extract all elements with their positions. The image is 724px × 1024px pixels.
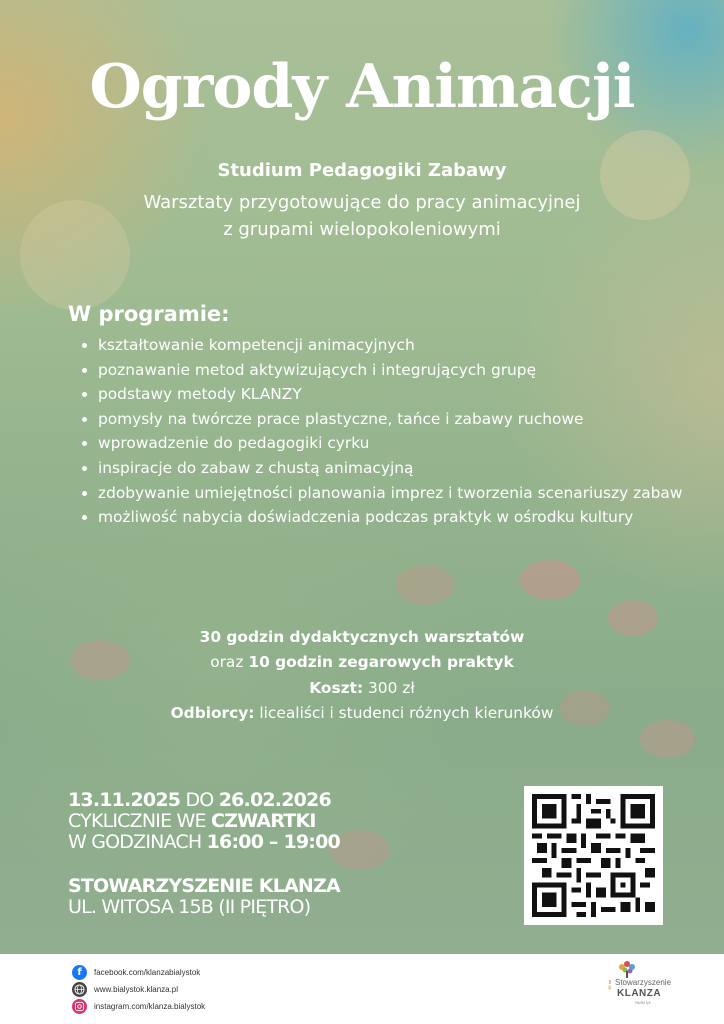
practice-prefix: oraz [210, 653, 244, 671]
instagram-icon [72, 999, 87, 1014]
date-end: 26.02.2026 [218, 789, 331, 811]
facebook-icon: f [72, 965, 87, 980]
program-item: • możliwość nabycia doświadczenia podczas praktyk w ośrodku kultury [98, 505, 684, 530]
logo-years: 35 lat [607, 980, 612, 990]
venue-name-text: STOWARZYSZENIE KLANZA [68, 875, 340, 897]
hours-prefix: W GODZINACH [68, 831, 202, 853]
deco-blob [20, 200, 130, 310]
footer-website[interactable] [72, 981, 178, 997]
program-item: • pomysły na twórcze prace plastyczne, tańce i zabawy ruchowe [98, 407, 684, 432]
footer [0, 954, 724, 1024]
cycle-day: CZWARTKI [210, 810, 316, 832]
venue-address: UL. WITOSA 15B (II PIĘTRO) [68, 896, 311, 918]
cycle-prefix: CYKLICZNIE WE [68, 810, 206, 832]
program-heading: W programie: [68, 302, 230, 326]
footer-facebook[interactable] [72, 964, 200, 980]
date-start: 13.11.2025 [68, 789, 181, 811]
globe-icon-svg [74, 984, 85, 995]
deco-blob [640, 720, 695, 758]
klanza-logo-icon [612, 960, 642, 978]
date-separator: DO [185, 789, 214, 811]
cost-label: Koszt: [309, 679, 364, 697]
cost-value: 300 zł [368, 679, 415, 697]
audience-label: Odbiorcy: [170, 704, 255, 722]
audience-value: licealiści i studenci różnych kierunków [259, 704, 554, 722]
qr-code[interactable] [524, 786, 663, 925]
schedule-cycle [68, 810, 316, 832]
logo-line1: Stowarzyszenie [615, 978, 672, 987]
schedule-hours [68, 831, 340, 853]
program-item: • zdobywanie umiejętności planowania imprez i tworzenia scenariuszy zabaw [98, 481, 684, 506]
deco-blob [395, 565, 455, 605]
website-link[interactable]: www.bialystok.klanza.pl [94, 984, 179, 994]
program-item: • podstawy metody KLANZY [98, 382, 684, 407]
schedule-dates [68, 789, 331, 811]
facebook-link[interactable]: facebook.com/klanzabialystok [94, 967, 201, 977]
deco-blob [520, 560, 580, 600]
page-title: Ogrody Animacji [89, 52, 635, 122]
program-item: • wprowadzenie do pedagogiki cyrku [98, 431, 684, 456]
info-practice [0, 653, 724, 671]
klanza-logo [607, 960, 672, 1020]
instagram-icon-svg [74, 1001, 85, 1012]
subtitle: Studium Pedagogiki Zabawy [217, 160, 507, 181]
qr-code-icon [532, 794, 655, 917]
program-list [76, 333, 684, 530]
practice-hours: 10 godzin zegarowych praktyk [248, 653, 514, 671]
logo-line2: KLANZA [617, 988, 662, 999]
workshop-hours: 30 godzin dydaktycznych warsztatów [199, 628, 525, 646]
instagram-link[interactable]: instagram.com/klanza.bialystok [94, 1001, 206, 1011]
venue-name [68, 875, 340, 897]
program-item: • kształtowanie kompetencji animacyjnych [98, 333, 684, 358]
hours-value: 16:00 – 19:00 [206, 831, 340, 853]
description-line-2: z grupami wielopokoleniowymi [223, 219, 501, 240]
info-workshops [0, 628, 724, 646]
globe-icon [72, 982, 87, 997]
info-audience [0, 704, 724, 722]
logo-tagline: Wielki lęk [635, 1000, 651, 1005]
program-item: • inspiracje do zabaw z chustą animacyjną [98, 456, 684, 481]
program-item: • poznawanie metod aktywizujących i integrujących grupę [98, 358, 684, 383]
info-cost [0, 679, 724, 697]
description-line-1: Warsztaty przygotowujące do pracy animacyjnej [143, 192, 581, 213]
footer-instagram[interactable] [72, 998, 205, 1014]
